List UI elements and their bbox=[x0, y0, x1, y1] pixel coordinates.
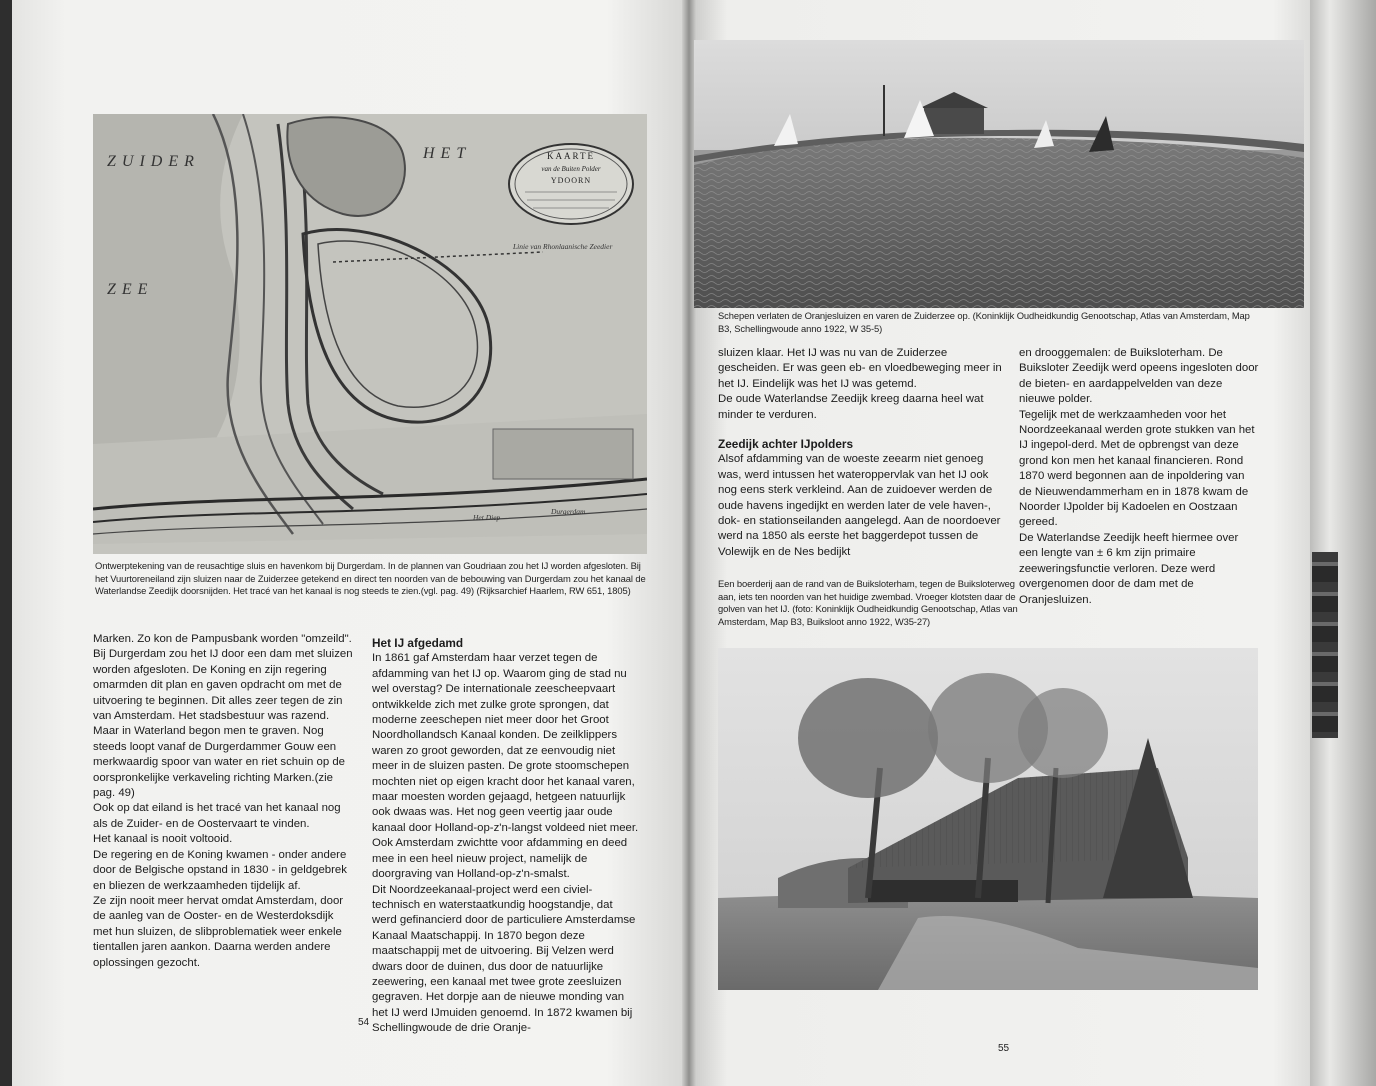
map-line-label: Linie van Rhonlaanische Zeedier bbox=[513, 242, 613, 251]
right-page-column-1 bbox=[718, 346, 1003, 560]
historic-map-image bbox=[93, 114, 647, 554]
paragraph: Alsof afdamming van de woeste zeearm niet genoeg was, werd intussen het wateroppervlak van het IJ ook nog eens sterk verkleind. Aan de zuidoever werden de oude havens ingedijkt en werden later de vele haven-, dok- en stationseilanden aangelegd. Aan de noordoever werd na 1850 als eerste het baggerdepot tussen de Volewijk en de Nes bedijkt bbox=[718, 453, 1001, 558]
map-cartouche-place: YDOORN bbox=[550, 176, 592, 185]
paragraph: Bij Durgerdam zou het IJ door een dam met sluizen worden afgesloten. De Koning en zijn regering omarmden dit plan en gaven opdracht om met de uitvoering te beginnen. Dit alles zeer tegen de zin van Amsterdam. Het stadsbestuur was razend. bbox=[93, 648, 353, 723]
paragraph: Marken. Zo kon de Pampusbank worden "omzeild". bbox=[93, 633, 352, 645]
next-page-photo-edge bbox=[1312, 552, 1338, 738]
paragraph: De Waterlandse Zeedijk heeft hiermee over een lengte van ± 6 km zijn primaire zeeweringsfunctie verloren. Deze werd overgenomen door de dam met de Oranjesluizen. bbox=[1019, 531, 1239, 606]
map-caption: Ontwerptekening van de reusachtige sluis en havenkom bij Durgerdam. In de plannen van Goudriaan zou het IJ worden afgesloten. Bij het Vuurtoreneiland zijn sluizen naar de Zuiderzee getekend en direct ten noorden van de bebouwing van Durgerdam zou het kanaal de Waterlandse Zeedijk doorsnijden. Het tracé van het kanaal is nog steeds te zien.(vgl. pag. 49) (Rijksarchief Haarlem, RW 651, 1805) bbox=[95, 560, 646, 597]
map-cartouche-subtitle: van de Buiten Polder bbox=[541, 165, 601, 173]
paragraph: Ze zijn nooit meer hervat omdat Amsterdam, door de aanleg van de Ooster- en de Westerdoksdijk met hun sluizen, de slibproblematiek weer enkele tientallen jaren aankon. Daarna werden andere oplossingen gezocht. bbox=[93, 894, 344, 969]
paragraph: sluizen klaar. Het IJ was nu van de Zuiderzee gescheiden. Er was geen eb- en vloedbeweging meer in het IJ. Eindelijk was het IJ was getemd. bbox=[718, 347, 1002, 390]
left-page-column-2 bbox=[372, 636, 640, 1037]
map-cartouche-title: KAARTE bbox=[547, 151, 595, 161]
farmhouse-photo bbox=[718, 648, 1258, 990]
paragraph: Ook op dat eiland is het tracé van het kanaal nog als de Zuider- en de Oostervaart te vinden. bbox=[93, 802, 341, 830]
paragraph: Het kanaal is nooit voltooid. bbox=[93, 833, 233, 846]
section-heading: Zeedijk achter IJpolders bbox=[718, 437, 854, 452]
paragraph: Maar in Waterland begon men te graven. Nog steeds loopt vanaf de Durgerdammer Gouw een merkwaardig spoor van water en riet schuin op de oorspronkelijke verkaveling richting Marken.(zie pag. 49) bbox=[93, 725, 345, 800]
right-page-column-2 bbox=[1019, 346, 1259, 608]
paragraph: De regering en de Koning kwamen - onder andere door de Belgische opstand in 1830 - in geldgebrek en bliezen de werkzaamheden tijdelijk af. bbox=[93, 848, 347, 892]
map-label-het-diep: Het Diep bbox=[473, 513, 501, 522]
map-label-het: HET bbox=[423, 145, 472, 162]
page-number: 54 bbox=[358, 1017, 370, 1028]
harbor-photo-caption: Schepen verlaten de Oranjesluizen en varen de Zuiderzee op. (Koninklijk Oudheidkundig Genootschap, Atlas van Amsterdam, Map B3, Schellingwoude anno 1922, W 35-5) bbox=[718, 310, 1250, 334]
map-label-zuider: ZUIDER bbox=[107, 153, 200, 170]
next-page-edge bbox=[1310, 0, 1376, 1086]
paragraph: Dit Noordzeekanaal-project werd een civiel-technisch en waterstaatkundig hoogstandje, dat werd gefinancierd door de particuliere Amsterdamse Kanaal Maatschappij. In 1870 begon deze maatschappij met de uitvoering. Bij Velzen werd dwars door de duinen, dus door de natuurlijke zeewering, een kanaal met twee grote zeesluizen gegraven. Het dorpje aan de nieuwe monding van het IJ werd IJmuiden genoemd. In 1872 kwamen bij Schellingwoude de drie Oranje- bbox=[372, 883, 636, 1035]
section-heading: Het IJ afgedamd bbox=[372, 636, 464, 650]
paragraph: en drooggemalen: de Buiksloterham. De Buiksloter Zeedijk werd opeens ingesloten door de bieten- en aardappelvelden van deze nieuwe polder. bbox=[1019, 347, 1259, 406]
map-label-zee: ZEE bbox=[107, 281, 154, 298]
paragraph: De oude Waterlandse Zeedijk kreeg daarna heel wat minder te verduren. bbox=[718, 393, 984, 421]
farm-photo-caption: Een boerderij aan de rand van de Buiksloterham, tegen de Buiksloterweg aan, iets ten noorden van het huidige zwembad. Vroeger klotsten daar de golven van het IJ. (foto: Koninklijk Oudheidkundig Genootschap, Atlas van Amsterdam, Map B3, Buiksloot anno 1922, W35-27) bbox=[718, 578, 1018, 627]
map-label-durgerdam: Durgerdam bbox=[551, 507, 586, 516]
paragraph: In 1861 gaf Amsterdam haar verzet tegen de afdamming van het IJ op. Waarom ging de stad nu wel overstag? De internationale zeescheepvaart ontwikkelde zich met zulke grote sprongen, dat moderne zeeschepen niet meer door het Groot Noordhollandsch Kanaal konden. De zeilklippers waren zo groot geworden, dat ze eenvoudig niet meer in de sluizen pasten. De grote stoomschepen mochten niet op eigen kracht door het kanaal varen, maar moesten worden gejaagd, hetgeen natuurlijk ook dwaas was. Het nog geen veertig jaar oude kanaal door Holland-op-z'n-langst voldeed niet meer. Ook Amsterdam zwichtte voor afdamming en deed mee in een heel nieuw project, namelijk de doorgraving van Holland-op-z'n-smalst. bbox=[372, 652, 639, 881]
harbor-photo bbox=[694, 40, 1304, 308]
left-page-column-1 bbox=[93, 632, 355, 971]
page-number: 55 bbox=[998, 1043, 1010, 1054]
paragraph: Tegelijk met de werkzaamheden voor het Noordzeekanaal werden grote stukken van het IJ ingepol-derd. Met de opbrengst van deze grond kon men het kanaal financieren. Rond 1870 werd begonnen aan de inpoldering van de Nieuwendammerham en in 1878 kwam de Noorder IJpolder bij Kadoelen en Oostzaan gereed. bbox=[1019, 408, 1255, 529]
